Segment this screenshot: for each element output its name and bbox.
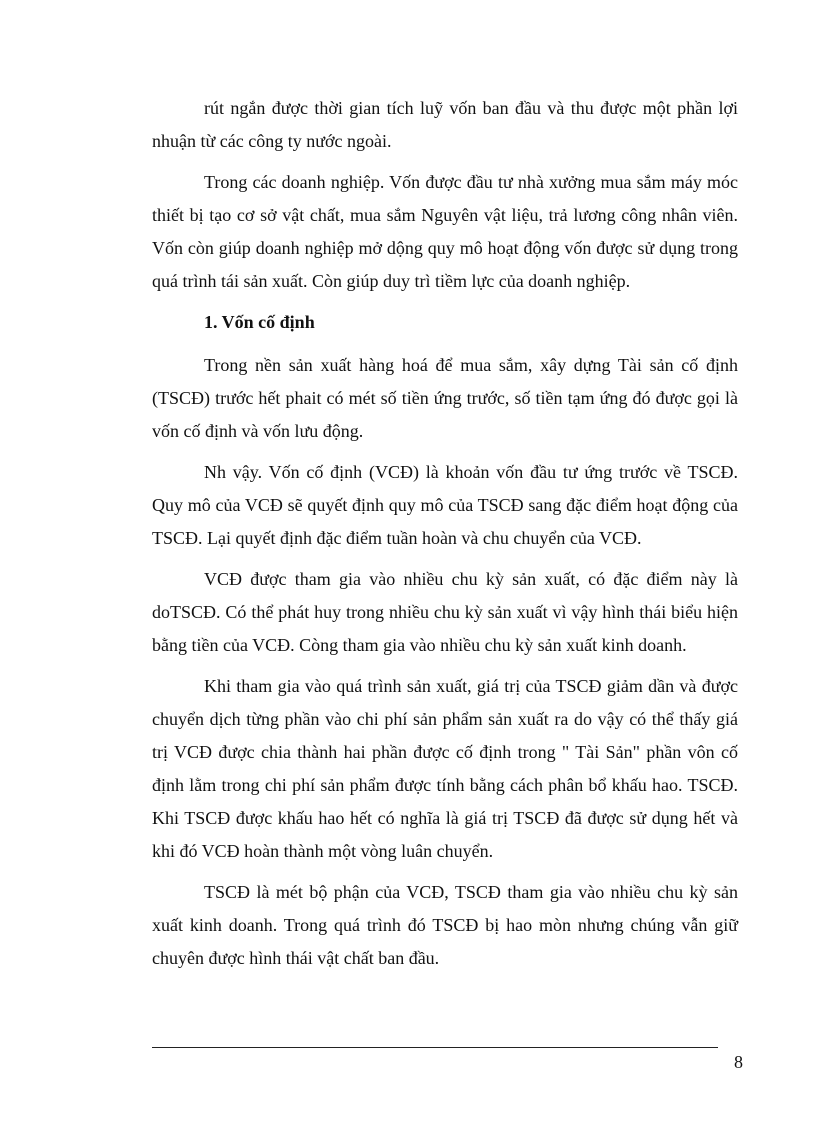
page-body [152,92,738,983]
body-paragraph: rút ngắn được thời gian tích luỹ vốn ban đầu và thu được một phần lợi nhuận từ các công ty nước ngoài. [152,98,738,151]
body-paragraph: VCĐ được tham gia vào nhiều chu kỳ sản xuất, có đặc điểm này là doTSCĐ. Có thể phát huy trong nhiều chu kỳ sản xuất vì vậy hình thái biểu hiện bằng tiền của VCĐ. Còng tham gia vào nhiều chu kỳ sản xuất kinh doanh. [152,569,738,655]
page-number: 8 [734,1052,743,1072]
footer-divider [152,1047,718,1048]
body-paragraph: Trong nền sản xuất hàng hoá để mua sắm, xây dựng Tài sản cố định (TSCĐ) trước hết phait có mét số tiền ứng trước, số tiền tạm ứng đó được gọi là vốn cố định và vốn lưu động. [152,355,738,441]
body-paragraph: Khi tham gia vào quá trình sản xuất, giá trị của TSCĐ giảm dần và được chuyển dịch từng phần vào chi phí sản phẩm sản xuất ra do vậy có thể thấy giá trị VCĐ được chia thành hai phần được cố định trong " Tài Sản" phần vôn cố định lằm trong chi phí sản phẩm được tính bằng cách phân bổ khấu hao. TSCĐ. Khi TSCĐ được khấu hao hết có nghĩa là giá trị TSCĐ đã được sử dụng hết và khi đó VCĐ hoàn thành một vòng luân chuyển. [152,676,738,861]
body-paragraph: Trong các doanh nghiệp. Vốn được đầu tư nhà xưởng mua sắm máy móc thiết bị tạo cơ sở vật chất, mua sắm Nguyên vật liệu, trả lương công nhân viên. Vốn còn giúp doanh nghiệp mở dộng quy mô hoạt động vốn được sử dụng trong quá trình tái sản xuất. Còn giúp duy trì tiềm lực của doanh nghiệp. [152,172,738,291]
body-paragraph: Nh vậy. Vốn cố định (VCĐ) là khoản vốn đầu tư ứng trước về TSCĐ. Quy mô của VCĐ sẽ quyết định quy mô của TSCĐ sang đặc điểm hoạt động của TSCĐ. Lại quyết định đặc điểm tuần hoàn và chu chuyển của VCĐ. [152,462,738,548]
body-paragraph: TSCĐ là mét bộ phận của VCĐ, TSCĐ tham gia vào nhiều chu kỳ sản xuất kinh doanh. Trong quá trình đó TSCĐ bị hao mòn nhưng chúng vẫn giữ chuyên được hình thái vật chất ban đầu. [152,882,738,968]
section-heading: 1. Vốn cố định [204,312,315,332]
